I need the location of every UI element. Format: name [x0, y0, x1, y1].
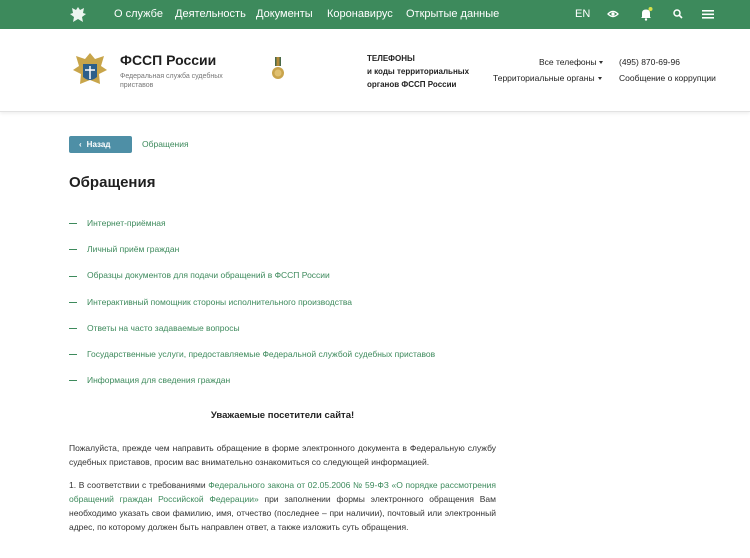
para2-end: при заполнении формы электронного обращения Вам необходимо указать свои фамилию, имя, отчество (последнее – при наличии), почтовый или электронный адрес, по которому должен быть направлен ответ, а также изложить суть обращения.	[69, 494, 496, 532]
list-item[interactable]	[69, 244, 569, 270]
dash-icon	[69, 276, 77, 277]
chevron-down-icon	[599, 61, 603, 64]
nav-about[interactable]: О службе	[114, 8, 163, 20]
requirements-paragraph	[69, 478, 496, 534]
chevron-left-icon: ‹	[79, 140, 82, 149]
phones-title-line3: органов ФССП России	[367, 80, 457, 89]
appeals-links-list	[69, 218, 569, 401]
list-item[interactable]	[69, 349, 569, 375]
page-title: Обращения	[69, 174, 156, 191]
bell-icon[interactable]	[638, 6, 654, 22]
list-item[interactable]	[69, 270, 569, 296]
link-personal-reception[interactable]: Личный приём граждан	[87, 244, 180, 255]
site-header	[0, 29, 750, 112]
fssp-logo-icon[interactable]	[71, 50, 109, 92]
link-internet-reception[interactable]: Интернет-приёмная	[87, 218, 166, 228]
back-button[interactable]	[69, 136, 132, 153]
dash-icon	[69, 249, 77, 250]
all-phones-dropdown[interactable]	[539, 57, 603, 67]
nav-documents[interactable]: Документы	[256, 8, 313, 20]
org-subtitle: Федеральная служба судебных приставов	[120, 73, 223, 89]
dash-icon	[69, 302, 77, 303]
link-public-services[interactable]: Государственные услуги, предоставляемые Федеральной службой судебных приставов	[87, 348, 436, 359]
chevron-down-icon	[598, 77, 602, 80]
phones-title-line2: и коды территориальных	[367, 67, 470, 76]
intro-paragraph: Пожалуйста, прежде чем направить обращение в форме электронного документа в Федеральную службу судебных приставов, просим вас внимательно ознакомиться со следующей информацией.	[69, 443, 496, 467]
territorial-label: Территориальные органы	[493, 73, 595, 83]
link-citizen-info[interactable]: Информация для сведения граждан	[87, 375, 231, 386]
phones-title[interactable]	[367, 52, 482, 91]
list-item[interactable]	[69, 218, 569, 244]
link-document-samples[interactable]: Образцы документов для подачи обращений в ФССП России	[87, 270, 330, 281]
nav-open-data[interactable]: Открытые данные	[406, 8, 500, 20]
breadcrumb-current[interactable]: Обращения	[142, 139, 189, 149]
language-switch[interactable]: EN	[575, 8, 591, 20]
all-phones-label: Все телефоны	[539, 57, 597, 67]
medal-icon	[271, 57, 285, 83]
phones-title-line1: ТЕЛЕФОНЫ	[367, 54, 415, 63]
list-item[interactable]	[69, 323, 569, 349]
nav-activity[interactable]: Деятельность	[175, 8, 246, 20]
emblem-icon[interactable]	[68, 5, 88, 24]
corruption-report-link[interactable]: Сообщение о коррупции	[619, 73, 716, 83]
phone-number[interactable]: (495) 870-69-96	[619, 57, 680, 67]
federal-law-link[interactable]: Федерального закона от 02.05.2006 № 59-ФЗ «О порядке рассмотрения обращений граждан Российской Федерации»	[69, 480, 496, 504]
dash-icon	[69, 380, 77, 381]
para2-start: 1. В соответствии с требованиями	[69, 480, 209, 490]
search-icon[interactable]	[670, 6, 686, 22]
dash-icon	[69, 328, 77, 329]
nav-coronavirus[interactable]: Коронавирус	[327, 8, 393, 20]
link-interactive-assistant[interactable]: Интерактивный помощник стороны исполнительного производства	[87, 296, 352, 307]
link-faq[interactable]: Ответы на часто задаваемые вопросы	[87, 322, 240, 333]
org-title[interactable]: ФССП России	[120, 52, 217, 68]
notice-title: Уважаемые посетители сайта!	[210, 410, 355, 421]
eye-icon[interactable]	[605, 6, 621, 22]
back-label: Назад	[86, 140, 111, 149]
top-navigation-bar	[0, 0, 750, 29]
territorial-dropdown[interactable]	[493, 73, 602, 83]
dash-icon	[69, 223, 77, 224]
menu-icon[interactable]	[700, 6, 716, 22]
list-item[interactable]	[69, 297, 569, 323]
dash-icon	[69, 354, 77, 355]
list-item[interactable]	[69, 375, 569, 401]
